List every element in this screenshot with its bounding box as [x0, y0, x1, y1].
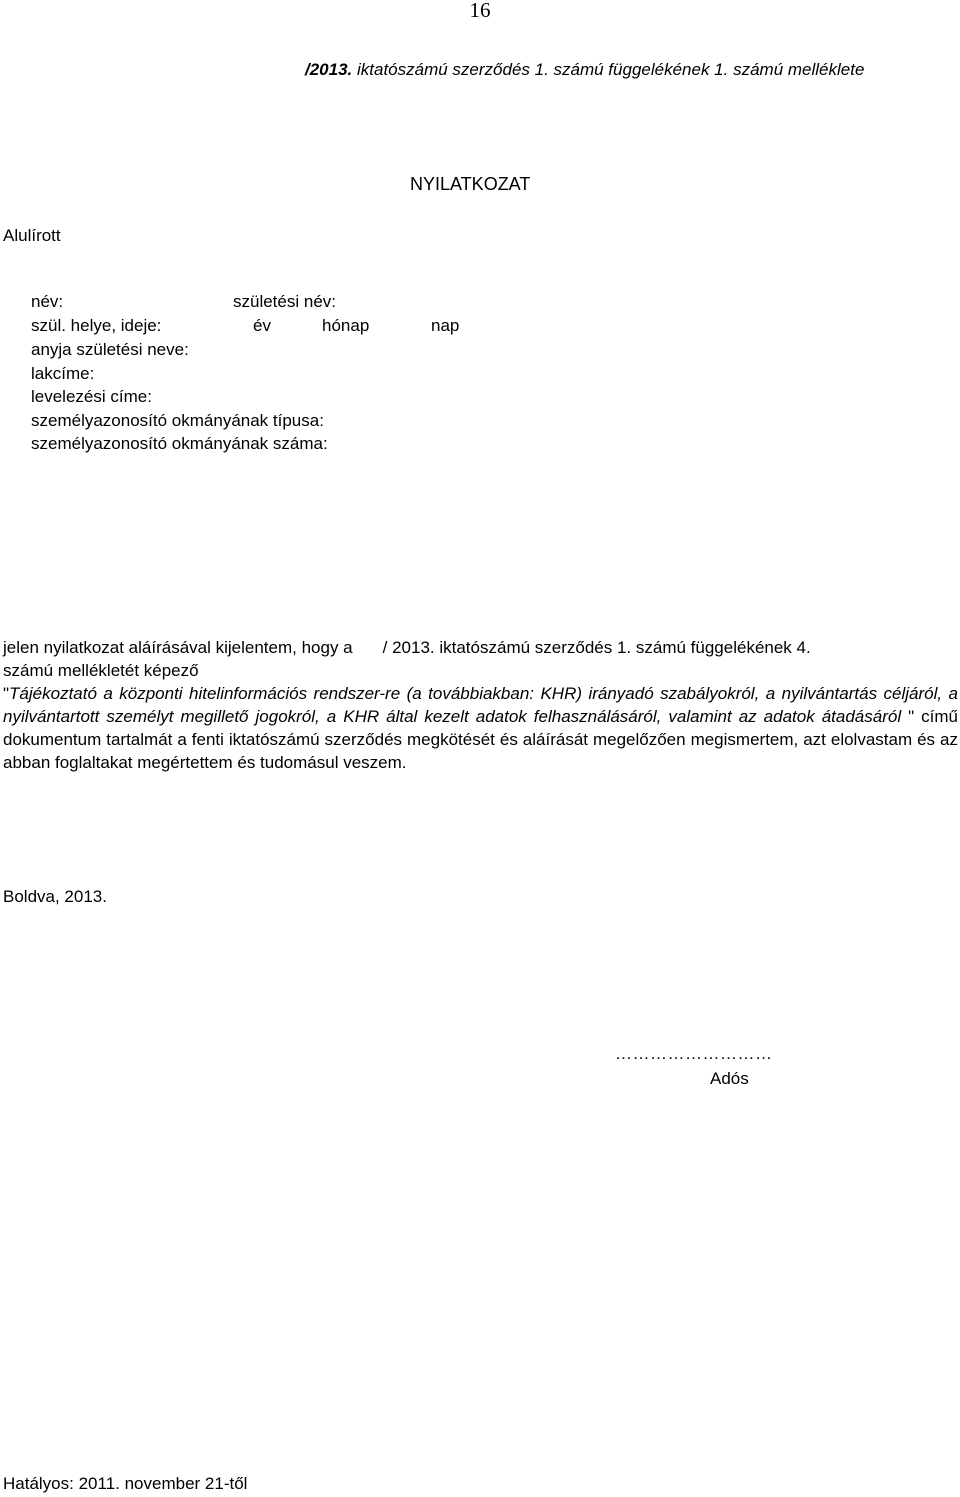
validity-footer: Hatályos: 2011. november 21-től — [3, 1474, 248, 1493]
statement-conclusion: " című dokumentum tartalmát a fenti iktatószámú szerződés megkötését és aláírását megelőzően megismertem, azt elolvastam és az abban foglaltakat megértettem és tudomásul veszem. — [3, 707, 959, 772]
document-quote-title: Tájékoztató a központi hitelinformációs rendszer-re (a továbbiakban: KHR) irányadó szabályokról, a nyilvántartás céljáról, a nyilvántartott személyt megillető jogokról, a KHR által kezelt adatok felhasználásáról, valamint az adatok átadásáról — [3, 684, 958, 726]
page-number: 16 — [469, 0, 491, 22]
name-label: név: — [31, 292, 64, 311]
document-header — [305, 60, 864, 80]
year-label: év — [253, 316, 271, 335]
signature-label: Adós — [710, 1069, 749, 1088]
birth-place-label: szül. helye, ideje: — [31, 316, 162, 335]
header-number: /2013. — [305, 60, 353, 79]
birth-name-label: születési név: — [233, 292, 336, 311]
statement-paragraph — [3, 636, 958, 774]
statement-line-1-start: jelen nyilatkozat aláírásával kijelentem, hogy a — [3, 638, 353, 657]
document-title: NYILATKOZAT — [410, 174, 531, 194]
month-label: hónap — [322, 316, 370, 335]
header-text: iktatószámú szerződés 1. számú függelékének 1. számú melléklete — [352, 60, 865, 79]
day-label: nap — [431, 316, 460, 335]
place-date: Boldva, 2013. — [3, 887, 107, 906]
id-number-label: személyazonosító okmányának száma: — [31, 434, 328, 453]
address-label: lakcíme: — [31, 364, 95, 383]
id-type-label: személyazonosító okmányának típusa: — [31, 411, 324, 430]
mailing-address-label: levelezési címe: — [31, 387, 152, 406]
intro-text: Alulírott — [3, 226, 61, 245]
statement-line-1-end: / 2013. iktatószámú szerződés 1. számú függelékének 4. — [382, 638, 811, 657]
quote-open: " — [3, 684, 10, 703]
signature-line: ……………………… — [615, 1044, 773, 1063]
statement-line-2: számú mellékletét képező — [3, 661, 199, 680]
statement-line-1 — [3, 636, 958, 659]
mother-name-label: anyja születési neve: — [31, 340, 189, 359]
